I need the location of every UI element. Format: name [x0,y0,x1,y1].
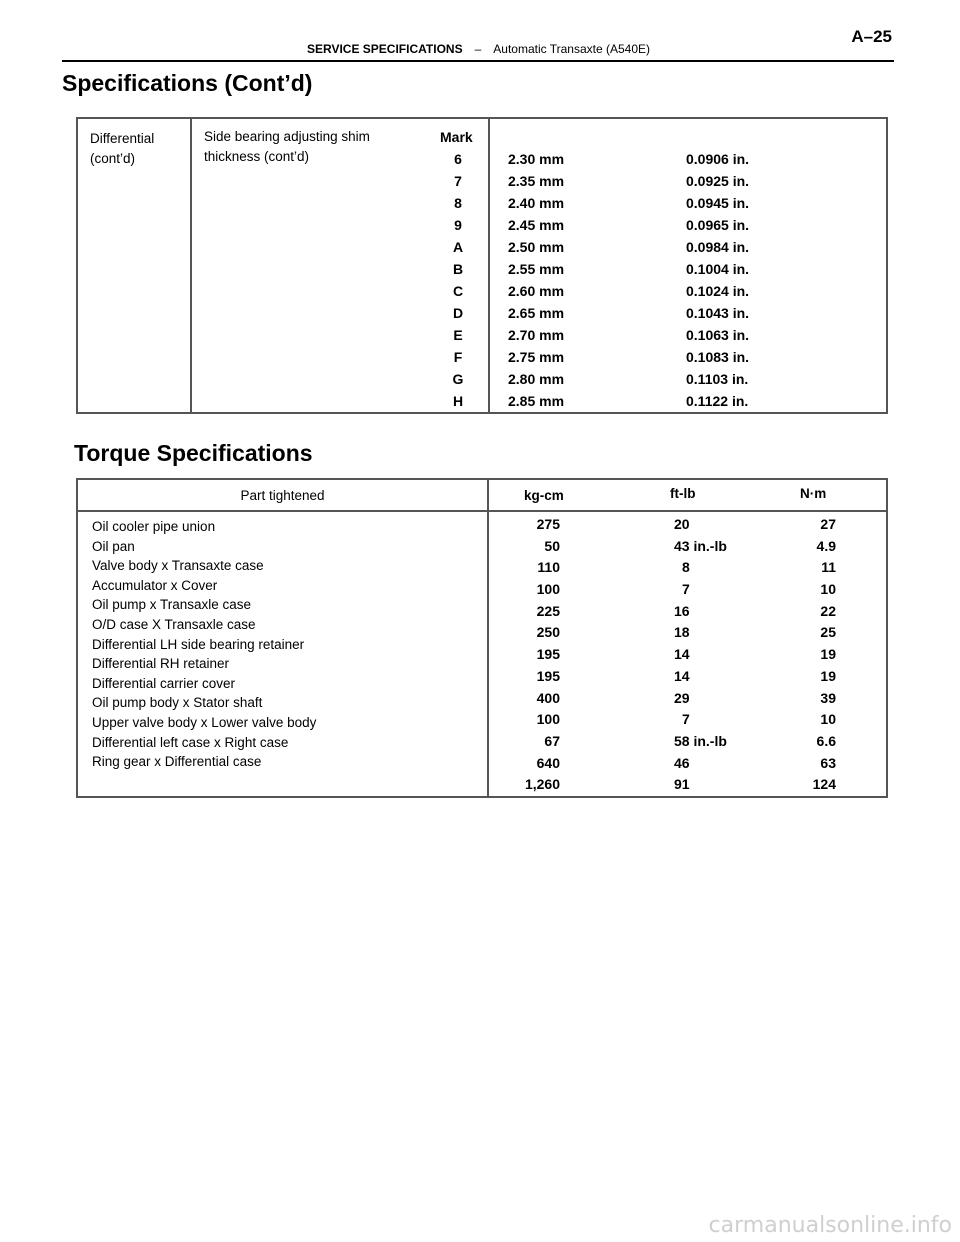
nm-cell: 63 [820,754,836,771]
page-title: Specifications (Cont’d) [62,70,313,96]
inch-cell: 0.1103 in. [686,371,749,387]
list-item: Valve body x Transaxte case [92,558,264,574]
mark-cell: G [452,371,464,387]
mm-cell: 2.50 mm [508,239,565,255]
ftlb-header: ft-lb [670,486,696,501]
kgcm-cell: 110 [537,559,560,576]
part-tightened-header: Part tightened [240,488,325,503]
item-line: thickness (cont’d) [204,149,310,164]
mark-cell: F [453,349,463,365]
ftlb-cell: 46 [674,754,690,771]
nm-cell: 10 [820,581,836,598]
kgcm-cell: 50 [544,537,560,554]
mark-cell: A [452,239,464,255]
ftlb-cell: 29 [674,689,690,706]
inch-cell: 0.0906 in. [686,151,750,167]
ftlb-cell: 16 [674,602,690,619]
nm-cell: 27 [820,516,836,532]
mm-cell: 2.70 mm [508,327,565,343]
kgcm-cell: 100 [536,581,560,598]
torque-section-title: Torque Specifications [74,440,313,466]
mark-cell: C [452,283,464,299]
mark-cell: 9 [454,217,462,233]
list-item: Oil pan [92,538,135,554]
header-divider [78,510,886,512]
list-item: Oil pump body x Stator shaft [92,695,263,711]
inch-cell: 0.1063 in. [686,327,750,343]
ftlb-cell: 14 [674,646,690,663]
page-header [62,22,894,62]
ftlb-cell: 91 [674,776,690,793]
mark-cell: E [453,327,463,343]
list-item: Upper valve body x Lower valve body [92,714,317,730]
table-divider [487,480,489,796]
header-subtitle: Automatic Transaxte (A540E) [493,42,651,56]
header-section: SERVICE SPECIFICATIONS [307,42,463,56]
page-number: A–25 [851,27,892,46]
list-item: Differential LH side bearing retainer [92,636,305,652]
list-item: O/D case X Transaxle case [92,616,256,632]
ftlb-cell: 7 [682,581,690,598]
mark-cell: D [452,305,464,321]
ftlb-cell: 43 in.-lb [674,537,727,554]
inch-cell: 0.0984 in. [686,239,750,255]
mm-cell: 2.30 mm [508,151,565,167]
nm-cell: 4.9 [816,537,836,554]
nm-cell: 22 [820,602,836,619]
nm-cell: 19 [820,646,836,663]
kgcm-cell: 640 [536,754,560,771]
ftlb-cell: 14 [674,667,690,684]
ftlb-cell: 20 [674,516,690,532]
inch-cell: 0.1043 in. [686,305,750,321]
torque-table [76,478,888,798]
mm-cell: 2.35 mm [508,173,565,189]
mark-cell: 6 [454,151,462,167]
ftlb-cell: 18 [674,624,690,641]
mark-cell: H [452,393,464,409]
mm-cell: 2.65 mm [508,305,565,321]
ftlb-cell: 58 in.-lb [674,732,727,749]
list-item: Differential carrier cover [92,675,236,691]
mm-cell: 2.80 mm [508,371,565,387]
group-label [90,129,154,169]
list-item: Oil cooler pipe union [92,519,216,534]
nm-cell: 19 [820,667,836,684]
list-item: Accumulator x Cover [92,577,218,593]
kgcm-cell: 275 [536,516,560,532]
mm-cell: 2.60 mm [508,283,565,299]
inch-cell: 0.1024 in. [686,283,750,299]
nm-cell: 124 [812,776,836,793]
item-label [204,127,370,167]
ftlb-cell: 8 [682,559,690,576]
inch-column [686,148,806,412]
inch-cell: 0.0965 in. [686,217,750,233]
mark-cell: 7 [454,173,462,189]
mark-cell: B [452,261,464,277]
group-line: Differential [90,131,155,146]
mm-cell: 2.55 mm [508,261,565,277]
inch-cell: 0.1122 in. [686,393,749,409]
mark-cell: 8 [454,195,462,211]
item-line: Side bearing adjusting shim [204,129,370,144]
nm-cell: 11 [821,559,836,576]
shim-table [76,117,888,414]
inch-cell: 0.1083 in. [686,349,750,365]
kgcm-cell: 225 [536,602,560,619]
mm-cell: 2.40 mm [508,195,565,211]
inch-cell: 0.0925 in. [686,173,750,189]
kgcm-header: kg-cm [524,488,564,503]
mm-column [508,148,608,412]
inch-cell: 0.0945 in. [686,195,750,211]
mark-header: Mark [440,129,473,145]
list-item: Differential left case x Right case [92,734,289,750]
kgcm-cell: 1,260 [524,776,560,793]
kgcm-cell: 400 [536,689,560,706]
group-line: (cont’d) [90,151,136,166]
kgcm-cell: 195 [536,646,560,663]
mark-column [438,148,478,412]
kgcm-cell: 195 [536,667,560,684]
part-list [92,517,316,772]
header-running-title [307,42,650,56]
list-item: Ring gear x Differential case [92,754,262,770]
table-divider [488,119,490,412]
nm-header: N·m [800,486,827,501]
kgcm-column [498,514,560,796]
nm-cell: 10 [820,711,836,728]
nm-cell: 25 [820,624,836,641]
list-item: Differential RH retainer [92,656,230,672]
kgcm-cell: 250 [536,624,560,641]
mm-cell: 2.85 mm [508,393,565,409]
header-separator: – [474,42,482,56]
nm-cell: 39 [820,689,836,706]
ftlb-column [674,514,784,796]
nm-column [778,514,836,796]
nm-cell: 6.6 [816,732,836,749]
inch-cell: 0.1004 in. [686,261,750,277]
kgcm-cell: 100 [536,711,560,728]
mm-cell: 2.45 mm [508,217,565,233]
watermark: carmanualsonline.info [708,1213,952,1238]
ftlb-cell: 7 [682,711,690,728]
kgcm-cell: 67 [544,732,560,749]
list-item: Oil pump x Transaxle case [92,597,252,613]
table-divider [190,119,192,412]
mm-cell: 2.75 mm [508,349,565,365]
